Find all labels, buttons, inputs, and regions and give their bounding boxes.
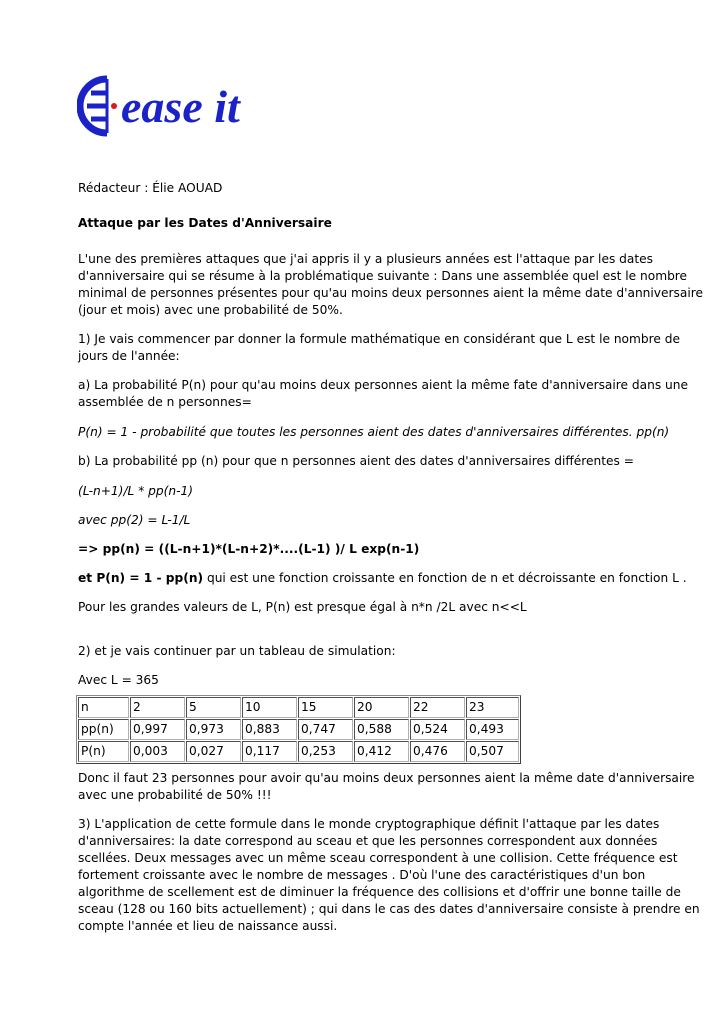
- simulation-table: [76, 695, 521, 764]
- ease-it-logo-icon: [80, 79, 117, 133]
- donc-line-2: avec une probabilité de 50% !!!: [78, 788, 272, 802]
- table-cell: 0,476: [410, 741, 465, 762]
- table-cell: 0,747: [298, 719, 353, 740]
- section1-line-1: 1) Je vais commencer par donner la formule mathématique en considérant que L est le nombre de: [78, 332, 680, 346]
- table-cell: 22: [410, 697, 465, 718]
- approx-line: Pour les grandes valeurs de L, P(n) est presque égal à n*n /2L avec n<<L: [78, 600, 527, 614]
- table-cell: 0,117: [242, 741, 297, 762]
- section3-line-5: algorithme de scellement est de diminuer la fréquence des collisions et d'offrir une bonne taille de: [78, 885, 681, 899]
- table-cell: 0,027: [186, 741, 241, 762]
- formula-pp: (L-n+1)/L * pp(n-1): [78, 484, 194, 498]
- donc-line-1: Donc il faut 23 personnes pour avoir qu'au moins deux personnes aient la même date d'anniversaire: [78, 771, 695, 785]
- formula-pp2: avec pp(2) = L-1/L: [78, 513, 191, 527]
- logo-text: ease it: [121, 81, 240, 132]
- avec-l-line: Avec L = 365: [78, 673, 159, 687]
- conclusion-rest: qui est une fonction croissante en fonction de n et décroissante en fonction L .: [203, 571, 687, 585]
- intro-line-3: minimal de personnes présentes pour qu'au moins deux personnes aient la même date d'anniversaire: [78, 286, 703, 300]
- table-cell: pp(n): [78, 719, 129, 740]
- ease-it-logo: [77, 75, 272, 137]
- table-cell: 0,507: [466, 741, 519, 762]
- table-cell: 23: [466, 697, 519, 718]
- section3-line-3: scellées. Deux messages avec un même sceau correspondent à une collision. Cette fréquence est: [78, 851, 678, 865]
- formula-result: => pp(n) = ((L-n+1)*(L-n+2)*....(L-1) )/ L exp(n-1): [78, 542, 420, 556]
- page-title: Attaque par les Dates d'Anniversaire: [78, 216, 332, 230]
- table-cell: n: [78, 697, 129, 718]
- intro-line-1: L'une des premières attaques que j'ai appris il y a plusieurs années est l'attaque par les dates: [78, 252, 653, 266]
- conclusion-bold: et P(n) = 1 - pp(n): [78, 571, 204, 585]
- intro-line-4: (jour et mois) avec une probabilité de 50%.: [78, 303, 343, 317]
- table-cell: 20: [354, 697, 409, 718]
- section3-line-2: d'anniversaires: la date correspond au sceau et que les personnes correspondent aux données: [78, 834, 658, 848]
- table-cell: 0,973: [186, 719, 241, 740]
- table-cell: 5: [186, 697, 241, 718]
- point-a-line-2: assemblée de n personnes=: [78, 395, 252, 409]
- point-a-line-1: a) La probabilité P(n) pour qu'au moins deux personnes aient la même fate d'anniversaire dans une: [78, 378, 688, 392]
- table-cell: 10: [242, 697, 297, 718]
- table-cell: 0,524: [410, 719, 465, 740]
- section3-line-1: 3) L'application de cette formule dans le monde cryptographique définit l'attaque par les dates: [78, 817, 660, 831]
- table-cell: 2: [130, 697, 185, 718]
- table-cell: 0,588: [354, 719, 409, 740]
- table-cell: 0,412: [354, 741, 409, 762]
- table-cell: P(n): [78, 741, 129, 762]
- table-cell: 15: [298, 697, 353, 718]
- section3-line-6: sceau (128 ou 160 bits actuellement) ; qui dans le cas des dates d'anniversaire consiste à prendre en: [78, 902, 700, 916]
- table-row: [78, 741, 519, 762]
- author-line: Rédacteur : Élie AOUAD: [78, 181, 223, 195]
- table-cell: 0,883: [242, 719, 297, 740]
- table-cell: 0,997: [130, 719, 185, 740]
- section3-line-7: compte l'année et lieu de naissance aussi.: [78, 919, 338, 933]
- table-cell: 0,253: [298, 741, 353, 762]
- table-row: [78, 697, 519, 718]
- formula-pn: P(n) = 1 - probabilité que toutes les personnes aient des dates d'anniversaires différentes. pp(n): [78, 425, 670, 439]
- table-cell: 0,493: [466, 719, 519, 740]
- section3-line-4: fortement croissante avec le nombre de messages . D'où l'une des caractéristiques d'un bon: [78, 868, 646, 882]
- conclusion-line: [78, 570, 687, 587]
- intro-line-2: d'anniversaire qui se résume à la problématique suivante : Dans une assemblée quel est le nombre: [78, 269, 688, 283]
- section2-line: 2) et je vais continuer par un tableau de simulation:: [78, 644, 396, 658]
- section1-line-2: jours de l'année:: [78, 349, 180, 363]
- table-row: [78, 719, 519, 740]
- table-cell: 0,003: [130, 741, 185, 762]
- point-b: b) La probabilité pp (n) pour que n personnes aient des dates d'anniversaires différentes =: [78, 454, 634, 468]
